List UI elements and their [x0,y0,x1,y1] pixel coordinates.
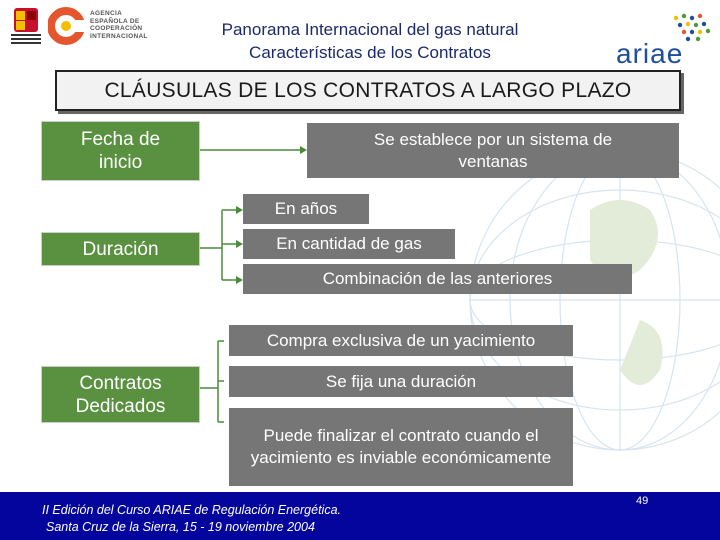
duracion-label: Duración [41,232,200,266]
fecha-item: Se establece por un sistema de ventanas [307,123,679,178]
section-banner: CLÁUSULAS DE LOS CONTRATOS A LARGO PLAZO [55,70,681,111]
fecha-inicio-label [41,121,200,181]
duracion-item-gas: En cantidad de gas [243,229,455,259]
duracion-item-years: En años [243,194,369,224]
page-subtitle: Características de los Contratos [249,43,491,62]
page-number: 49 [636,495,649,507]
dedicados-item-end: Puede finalizar el contrato cuando el yacimiento es inviable económicamente [229,408,573,486]
aeci-logo [48,6,84,46]
dedicados-label-line1: Contratos [79,372,162,394]
dedicados-label-line2: Dedicados [75,395,166,417]
page-title: Panorama Internacional del gas natural [221,20,519,39]
footer-text [42,502,341,536]
fecha-label-line2: inicio [98,152,143,173]
dedicados-item-exclusive: Compra exclusiva de un yacimiento [229,325,573,356]
ministerio-shield-logo [8,6,44,48]
fecha-label-line1: Fecha de [80,129,161,150]
dedicados-label [41,366,200,423]
footer-line2: Santa Cruz de la Sierra, 15 - 19 noviembre 2004 [46,520,315,534]
agency-name: AGENCIA ESPAÑOLA DE COOPERACIÓN INTERNACIONAL [90,10,148,40]
footer-line1: II Edición del Curso ARIAE de Regulación Energética. [42,503,342,517]
duracion-item-combined: Combinación de las anteriores [243,264,632,294]
ariae-logo-text: ariae [616,38,684,69]
dedicados-item-duration: Se fija una duración [229,366,573,397]
